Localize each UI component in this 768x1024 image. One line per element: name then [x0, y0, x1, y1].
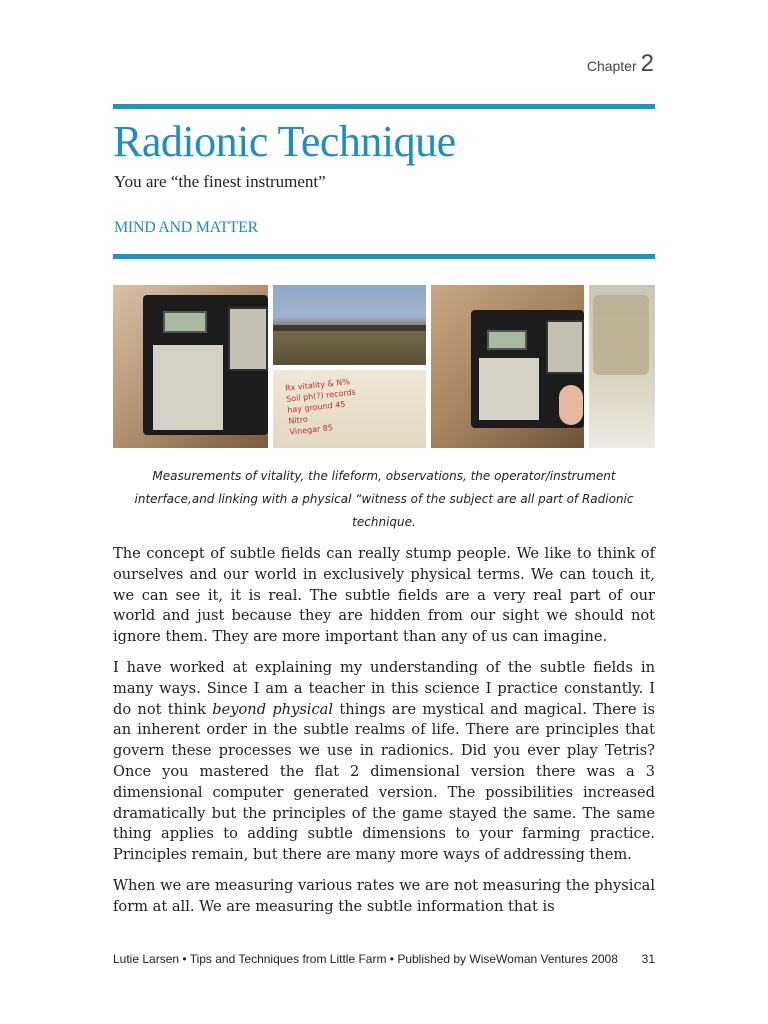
photo-instrument [113, 285, 268, 448]
photo-witness-sample [589, 285, 655, 448]
chapter-label [587, 50, 654, 78]
body-paragraph-2-text-b: things are mystical and magical. There is an inherent order in the subtle realms of life. There are principles that govern these processes we use in radionics. Did you ever play Tetris? Once you mastered the flat 2 dimensional version there was a 3 dimensional computer generated version. The possibilities increased dramatically but the principles of the game stayed the same. The same thing applies to adding subtle dimensions to your farming practice. Principles remain, but there are many more ways of addressing them. [113, 700, 655, 864]
top-divider [113, 104, 655, 109]
device-side-unit [546, 320, 584, 374]
body-paragraph-2 [113, 658, 655, 866]
chapter-number: 2 [640, 50, 654, 77]
operator-finger [559, 385, 583, 425]
page-footer [113, 952, 655, 966]
device-side-unit [228, 307, 268, 371]
footer-credits: Lutie Larsen • Tips and Techniques from Little Farm • Published by WiseWoman Ventures 2008 [113, 952, 618, 966]
handwritten-note-text: Rx vitality & N% Soil ph(?) records hay ground 45 Nitro Vinegar 85 [284, 377, 357, 437]
body-paragraph-3: When we are measuring various rates we are not measuring the physical form at all. We are measuring the subtle information that is [113, 876, 655, 915]
photo-operator-interface [431, 285, 584, 448]
section-heading: MIND AND MATTER [114, 219, 258, 236]
body-paragraph-2-emphasis: beyond physical [212, 700, 334, 718]
body-paragraph-2-text-a: I have worked at explaining my understanding of the subtle fields in many ways. Since I am a teacher in this science I practice constantly. I do not think [113, 658, 655, 718]
device-panel [153, 345, 223, 430]
page-number: 31 [641, 952, 655, 966]
sample-bag [593, 295, 649, 375]
photo-caption: Measurements of vitality, the lifeform, observations, the operator/instrument interface,and linking with a physical “witness of the subject are all part of Radionic technique. [134, 469, 634, 529]
body-text [113, 544, 655, 928]
device-screen [163, 311, 207, 333]
device-panel [479, 358, 539, 420]
photo-handwritten-note [273, 370, 426, 448]
page-subtitle: You are “the finest instrument” [114, 172, 326, 191]
instrument-device [143, 295, 268, 435]
bottom-divider [113, 254, 655, 259]
page-title: Radionic Technique [113, 117, 456, 166]
photo-strip [113, 285, 655, 448]
device-screen [487, 330, 527, 350]
body-paragraph-1: The concept of subtle fields can really stump people. We like to think of ourselves and our world in exclusively physical terms. We can touch it, we can see it, it is real. The subtle fields are a very real part of our world and just because they are hidden from our sight we should not ignore them. They are more important than any of us can imagine. [113, 545, 655, 646]
photo-field [273, 285, 426, 365]
chapter-word: Chapter [586, 58, 637, 74]
field-treeline [273, 325, 426, 331]
